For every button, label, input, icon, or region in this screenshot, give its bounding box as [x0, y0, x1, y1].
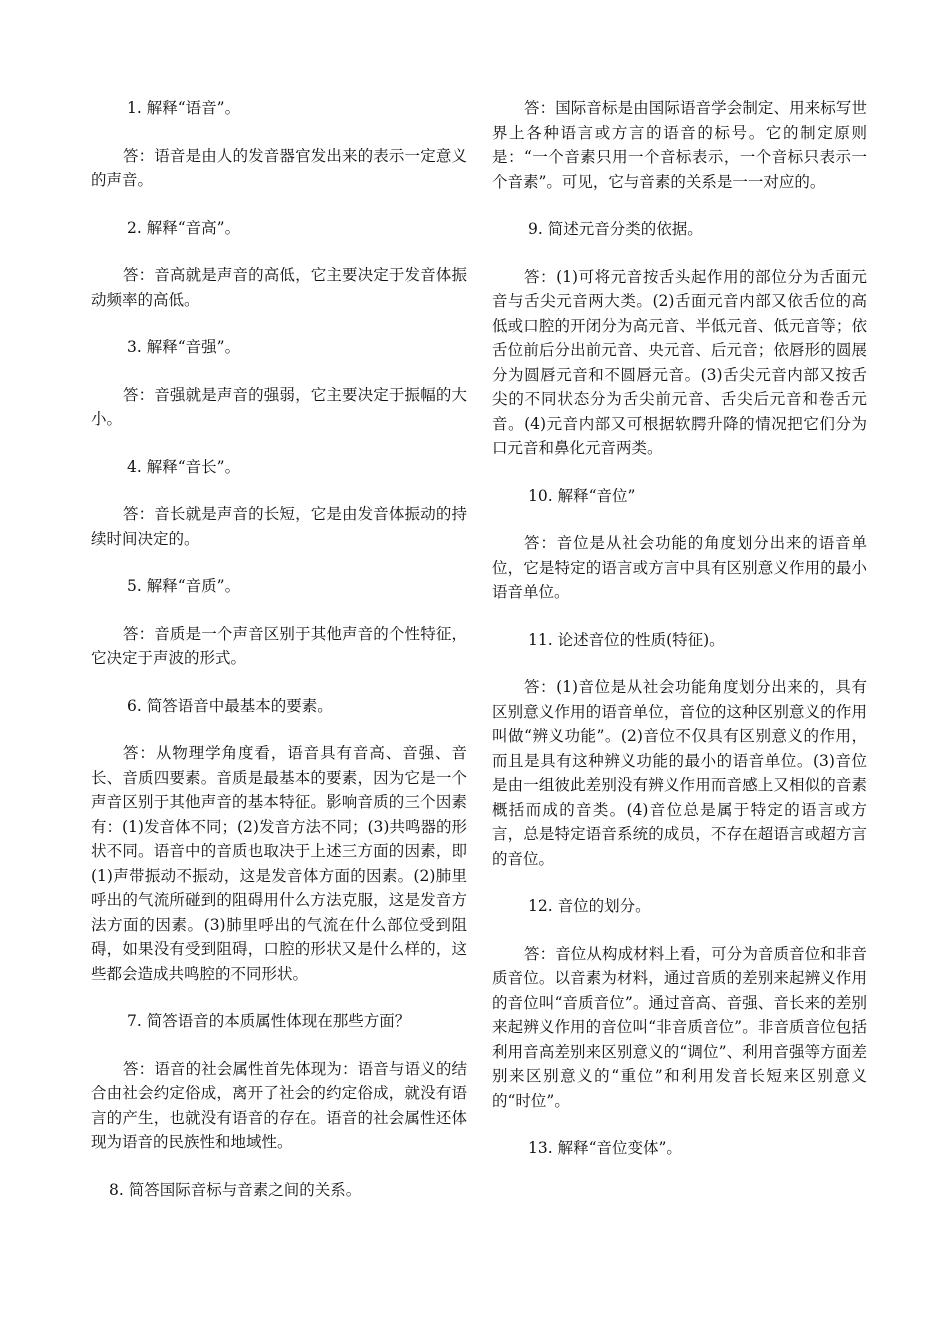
question-10: 10. 解释“音位”	[528, 486, 636, 505]
question-3: 3. 解释“音强”。	[127, 338, 241, 356]
question-9: 9. 简述元音分类的依据。	[528, 220, 703, 238]
question-11: 11. 论述音位的性质(特征)。	[528, 630, 725, 649]
answer-8: 答：国际音标是由国际语音学会制定、用来标写世界上各种语言或方言的语音的标号。它的制定原则是：“一个音素只用一个音标表示，一个音标只表示一个音素”。可见，它与音素的关系是一一对应的。	[492, 99, 867, 191]
question-6: 6. 简答语音中最基本的要素。	[127, 696, 333, 715]
right-column	[492, 96, 867, 1184]
question-1: 1. 解释“语音”。	[127, 99, 241, 117]
answer-6: 答：从物理学角度看，语音具有音高、音强、音长、音质四要素。音质是最基本的要素，因为它是一个声音区别于其他声音的基本特征。影响音质的三个因素有：(1)发音体不同；(2)发音方法不同；(3)共鸣器的形状不同。语音中的音质也取决于上述三方面的因素，即(1)声带振动不振动，这是发音体方面的因素。(2)肺里呼出的气流所碰到的阻碍用什么方法克服，这是发音方法方面的因素。(3)肺里呼出的气流在什么部位受到阻碍，如果没有受到阻碍，口腔的形状又是什么样的，这些都会造成共鸣腔的不同形状。	[91, 744, 467, 983]
answer-7: 答：语音的社会属性首先体现为：语音与语义的结合由社会约定俗成，离开了社会的约定俗成，就没有语言的产生，也就没有语音的存在。语音的社会属性还体现为语音的民族性和地域性。	[91, 1059, 467, 1151]
question-7: 7. 简答语音的本质属性体现在那些方面？	[127, 1012, 411, 1030]
answer-10: 答：音位是从社会功能的角度划分出来的语音单位，它是特定的语言或方言中具有区别意义作用的最小语音单位。	[492, 534, 867, 601]
answer-4: 答：音长就是声音的长短，它是由发音体振动的持续时间决定的。	[91, 505, 467, 548]
left-column	[91, 96, 467, 1225]
question-2: 2. 解释“音高”。	[127, 218, 241, 237]
answer-5: 答：音质是一个声音区别于其他声音的个性特征，它决定于声波的形式。	[91, 624, 467, 667]
question-5: 5. 解释“音质”。	[127, 577, 241, 595]
question-12: 12. 音位的划分。	[528, 897, 651, 915]
question-8: 8. 简答国际音标与音素之间的关系。	[109, 1180, 362, 1199]
question-13: 13. 解释“音位变体”。	[528, 1139, 682, 1157]
answer-2: 答：音高就是声音的高低，它主要决定于发音体振动频率的高低。	[91, 266, 467, 309]
answer-1: 答：语音是由人的发音器官发出来的表示一定意义的声音。	[91, 146, 467, 189]
answer-11: 答：(1)音位是从社会功能角度划分出来的，具有区别意义作用的语音单位，音位的这种区别意义的作用叫做“辨义功能”。(2)音位不仅具有区别意义的作用，而且是具有这种辨义功能的最小的语音单位。(3)音位是由一组彼此差别没有辨义作用而音感上又相似的音素概括而成的音类。(4)音位总是属于特定的语言或方言，总是特定语音系统的成员，不存在超语言或超方言的音位。	[492, 678, 867, 868]
question-4: 4. 解释“音长”。	[127, 457, 241, 476]
answer-9: 答：(1)可将元音按舌头起作用的部位分为舌面元音与舌尖元音两大类。(2)舌面元音内部又依舌位的高低或口腔的开闭分为高元音、半低元音、低元音等；依舌位前后分出前元音、央元音、后元音；依唇形的圆展分为圆唇元音和不圆唇元音。(3)舌尖元音内部又按舌尖的不同状态分为舌尖前元音、舌尖后元音和卷舌元音。(4)元音内部又可根据软腭升降的情况把它们分为口元音和鼻化元音两类。	[492, 267, 867, 457]
answer-12: 答：音位从构成材料上看，可分为音质音位和非音质音位。以音素为材料，通过音质的差别来起辨义作用的音位叫“音质音位”。通过音高、音强、音长来的差别来起辨义作用的音位叫“非音质音位”。非音质音位包括利用音高差别来区别意义的“调位”、利用音强等方面差别来区别意义的“重位”和利用发音长短来区别意义的“时位”。	[492, 944, 867, 1110]
answer-3: 答：音强就是声音的强弱，它主要决定于振幅的大小。	[91, 385, 467, 428]
